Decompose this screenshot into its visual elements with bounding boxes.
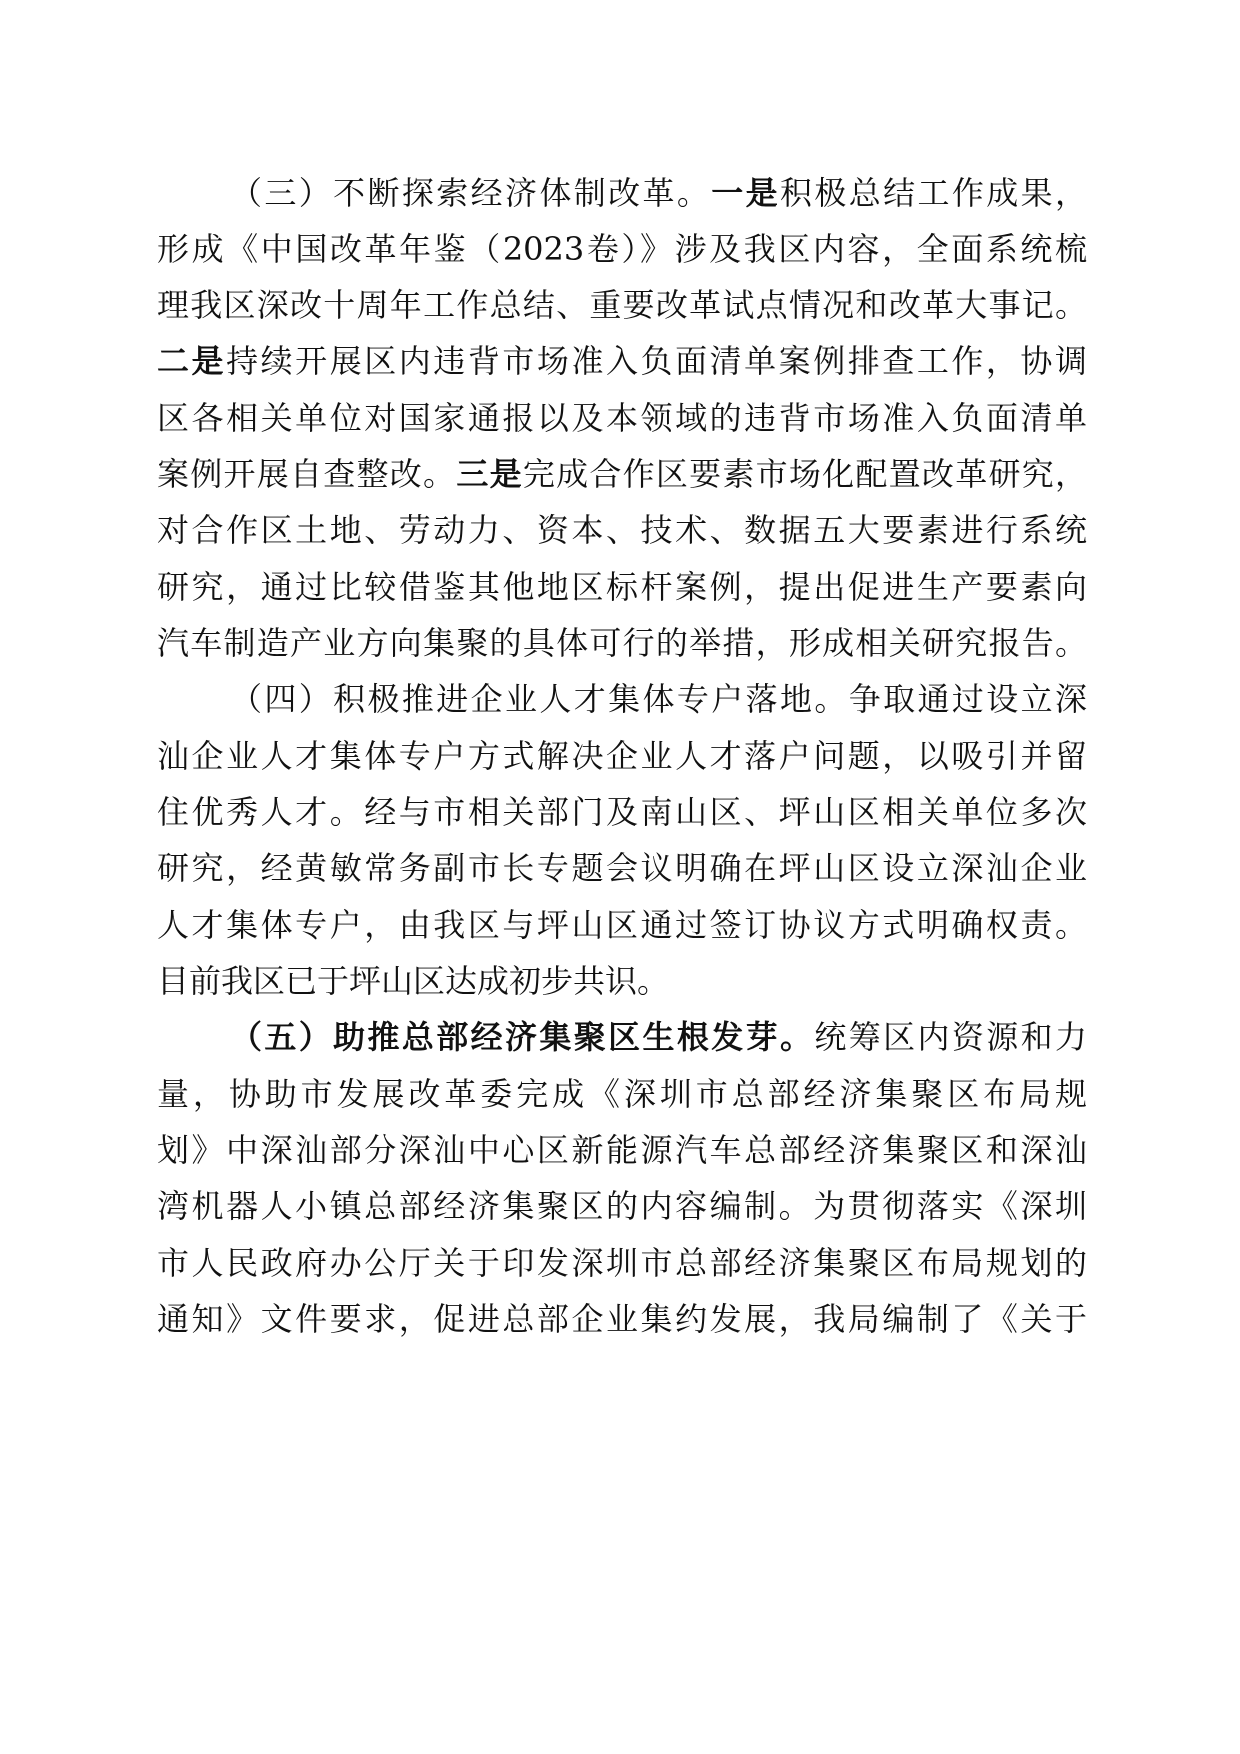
bold-heading: （五）助推总部经济集聚区生根发芽。 (230, 1018, 815, 1056)
text-span: 对合作区土地、劳动力、资本、技术、数据五大要素进行系统 (157, 511, 1087, 549)
text-line (157, 229, 1087, 269)
text-span: 市人民政府办公厅关于印发深圳市总部经济集聚区布局规划的 (157, 1244, 1087, 1282)
text-span: 汕企业人才集体专户方式解决企业人才落户问题，以吸引并留 (157, 737, 1087, 775)
text-span: （四）积极推进企业人才集体专户落地。争取通过设立深 (230, 680, 1087, 718)
text-span: 湾机器人小镇总部经济集聚区的内容编制。为贯彻落实《深圳 (157, 1187, 1087, 1225)
text-line (157, 1074, 1087, 1114)
text-span: 通知》文件要求，促进总部企业集约发展，我局编制了《关于 (157, 1300, 1087, 1338)
text-line (157, 623, 1087, 663)
text-span: 划》中深汕部分深汕中心区新能源汽车总部经济集聚区和深汕 (157, 1131, 1087, 1169)
text-line (157, 961, 669, 1001)
text-span: 形成《中国改革年鉴（2023卷）》涉及我区内容，全面系统梳 (157, 230, 1087, 268)
text-line (157, 1299, 1087, 1339)
text-span: 量，协助市发展改革委完成《深圳市总部经济集聚区布局规 (157, 1075, 1087, 1113)
text-line (157, 736, 1087, 776)
text-line (157, 567, 1087, 607)
text-line (157, 792, 1087, 832)
text-line (157, 1130, 1087, 1170)
text-line (230, 173, 1087, 213)
text-line (230, 679, 1087, 719)
text-span: 案例开展自查整改。 (157, 455, 457, 493)
text-line (157, 285, 1087, 325)
text-line (157, 1186, 1087, 1226)
text-span: 积极总结工作成果， (779, 174, 1087, 212)
text-span: （三）不断探索经济体制改革。 (230, 174, 712, 212)
text-line (157, 454, 1087, 494)
text-span: 目前我区已于坪山区达成初步共识。 (157, 962, 670, 1000)
text-span: 研究，经黄敏常务副市长专题会议明确在坪山区设立深汕企业 (157, 849, 1087, 887)
text-span: 人才集体专户，由我区与坪山区通过签订协议方式明确权责。 (157, 906, 1087, 944)
text-line (157, 510, 1087, 550)
text-line (157, 848, 1087, 888)
text-span: 理我区深改十周年工作总结、重要改革试点情况和改革大事记。 (157, 286, 1087, 324)
text-span: 住优秀人才。经与市相关部门及南山区、坪山区相关单位多次 (157, 793, 1087, 831)
text-span: 统筹区内资源和力 (814, 1018, 1087, 1056)
text-span: 研究，通过比较借鉴其他地区标杆案例，提出促进生产要素向 (157, 568, 1087, 606)
text-line (157, 905, 1087, 945)
bold-label: 一是 (711, 174, 780, 212)
text-span: 区各相关单位对国家通报以及本领域的违背市场准入负面清单 (157, 399, 1087, 437)
text-line (230, 1017, 1087, 1057)
bold-label: 二是 (157, 342, 227, 380)
text-line (157, 1243, 1087, 1283)
text-line (157, 341, 1087, 381)
bold-label: 三是 (456, 455, 523, 493)
text-span: 持续开展区内违背市场准入负面清单案例排查工作，协调 (226, 342, 1087, 380)
text-span: 完成合作区要素市场化配置改革研究， (522, 455, 1087, 493)
text-line (157, 398, 1087, 438)
text-span: 汽车制造产业方向集聚的具体可行的举措，形成相关研究报告。 (157, 624, 1087, 662)
